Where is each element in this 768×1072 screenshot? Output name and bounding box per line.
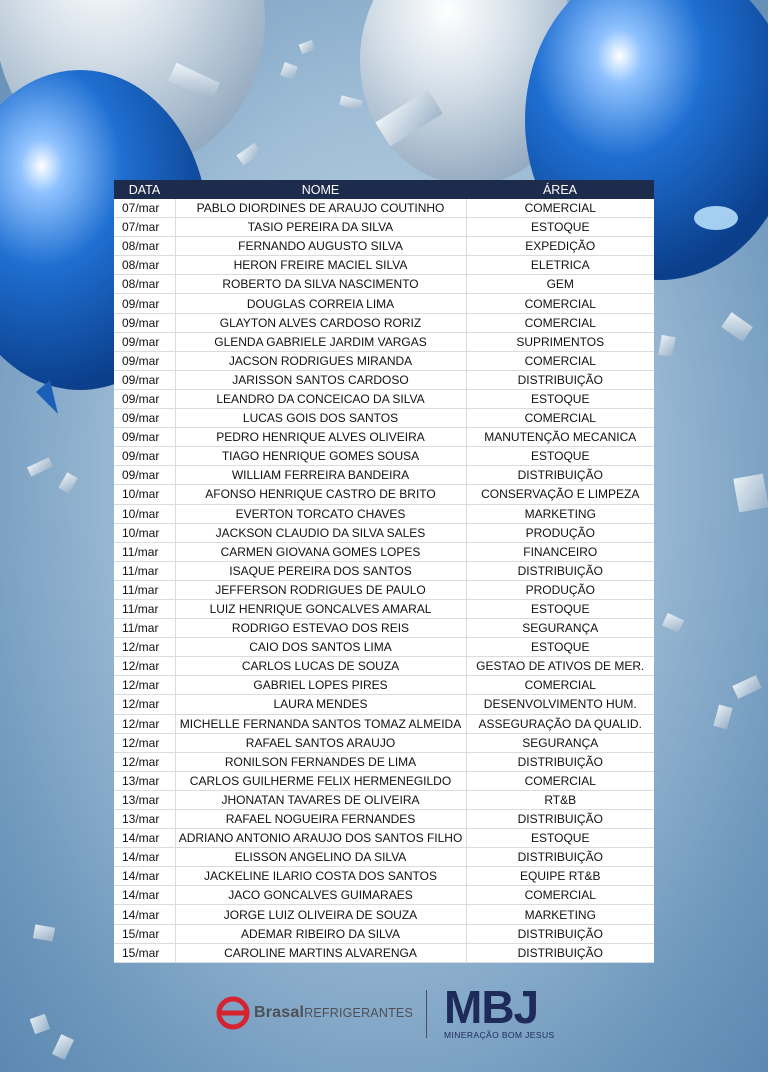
cell-date: 07/mar bbox=[114, 218, 175, 237]
cell-date: 09/mar bbox=[114, 466, 175, 485]
table-row bbox=[114, 370, 654, 389]
cell-date: 13/mar bbox=[114, 790, 175, 809]
cell-area: PRODUÇÃO bbox=[466, 523, 654, 542]
cell-area: COMERCIAL bbox=[466, 294, 654, 313]
cell-area: COMERCIAL bbox=[466, 886, 654, 905]
cell-area: COMERCIAL bbox=[466, 676, 654, 695]
cell-name: TIAGO HENRIQUE GOMES SOUSA bbox=[175, 447, 466, 466]
cell-date: 09/mar bbox=[114, 428, 175, 447]
mbj-wordmark: MBJ bbox=[444, 981, 539, 1033]
table-row bbox=[114, 504, 654, 523]
brasal-logo-mark-icon bbox=[216, 996, 250, 1030]
cell-date: 08/mar bbox=[114, 275, 175, 294]
cell-date: 09/mar bbox=[114, 409, 175, 428]
table-row bbox=[114, 599, 654, 618]
table-row bbox=[114, 886, 654, 905]
cell-name: JACKSON CLAUDIO DA SILVA SALES bbox=[175, 523, 466, 542]
cell-date: 11/mar bbox=[114, 580, 175, 599]
cell-date: 11/mar bbox=[114, 599, 175, 618]
cell-date: 08/mar bbox=[114, 237, 175, 256]
table-row bbox=[114, 256, 654, 275]
table-row bbox=[114, 676, 654, 695]
cell-name: LUIZ HENRIQUE GONCALVES AMARAL bbox=[175, 599, 466, 618]
cell-area: COMERCIAL bbox=[466, 313, 654, 332]
cell-date: 15/mar bbox=[114, 924, 175, 943]
cell-date: 08/mar bbox=[114, 256, 175, 275]
cell-date: 12/mar bbox=[114, 657, 175, 676]
cell-area: GEM bbox=[466, 275, 654, 294]
cell-date: 12/mar bbox=[114, 752, 175, 771]
birthday-table bbox=[114, 180, 654, 963]
mbj-logo bbox=[444, 982, 555, 1040]
table-row bbox=[114, 867, 654, 886]
cell-area: DISTRIBUIÇÃO bbox=[466, 466, 654, 485]
cell-name: CAROLINE MARTINS ALVARENGA bbox=[175, 943, 466, 962]
table-row bbox=[114, 428, 654, 447]
cell-name: ROBERTO DA SILVA NASCIMENTO bbox=[175, 275, 466, 294]
cell-date: 14/mar bbox=[114, 905, 175, 924]
table-row bbox=[114, 733, 654, 752]
cell-area: ASSEGURAÇÃO DA QUALID. bbox=[466, 714, 654, 733]
table-row bbox=[114, 542, 654, 561]
brasal-wordmark-bold: Brasal bbox=[254, 1004, 305, 1021]
cell-area: CONSERVAÇÃO E LIMPEZA bbox=[466, 485, 654, 504]
cell-name: DOUGLAS CORREIA LIMA bbox=[175, 294, 466, 313]
cell-name: GLENDA GABRIELE JARDIM VARGAS bbox=[175, 332, 466, 351]
table-row bbox=[114, 771, 654, 790]
cell-area: ESTOQUE bbox=[466, 389, 654, 408]
table-row bbox=[114, 810, 654, 829]
cell-date: 13/mar bbox=[114, 771, 175, 790]
table-row bbox=[114, 485, 654, 504]
cell-area: SEGURANÇA bbox=[466, 619, 654, 638]
cell-name: LEANDRO DA CONCEICAO DA SILVA bbox=[175, 389, 466, 408]
header-date: DATA bbox=[114, 180, 175, 199]
cell-name: JACSON RODRIGUES MIRANDA bbox=[175, 351, 466, 370]
cell-date: 09/mar bbox=[114, 294, 175, 313]
cell-date: 14/mar bbox=[114, 886, 175, 905]
cell-date: 11/mar bbox=[114, 542, 175, 561]
cell-name: CARLOS GUILHERME FELIX HERMENEGILDO bbox=[175, 771, 466, 790]
cell-area: ESTOQUE bbox=[466, 829, 654, 848]
table-row bbox=[114, 218, 654, 237]
cell-area: DISTRIBUIÇÃO bbox=[466, 848, 654, 867]
cell-area: DISTRIBUIÇÃO bbox=[466, 810, 654, 829]
cell-area: COMERCIAL bbox=[466, 199, 654, 218]
logo-divider bbox=[426, 990, 427, 1038]
table-row bbox=[114, 619, 654, 638]
cell-name: PEDRO HENRIQUE ALVES OLIVEIRA bbox=[175, 428, 466, 447]
cell-name: ADRIANO ANTONIO ARAUJO DOS SANTOS FILHO bbox=[175, 829, 466, 848]
cell-date: 09/mar bbox=[114, 332, 175, 351]
brasal-logo bbox=[216, 996, 413, 1030]
cell-name: TASIO PEREIRA DA SILVA bbox=[175, 218, 466, 237]
cell-name: CAIO DOS SANTOS LIMA bbox=[175, 638, 466, 657]
cell-name: FERNANDO AUGUSTO SILVA bbox=[175, 237, 466, 256]
header-area: ÁREA bbox=[466, 180, 654, 199]
table-row bbox=[114, 561, 654, 580]
cell-name: LUCAS GOIS DOS SANTOS bbox=[175, 409, 466, 428]
cell-area: SUPRIMENTOS bbox=[466, 332, 654, 351]
cell-date: 14/mar bbox=[114, 848, 175, 867]
cell-area: DISTRIBUIÇÃO bbox=[466, 924, 654, 943]
cell-name: EVERTON TORCATO CHAVES bbox=[175, 504, 466, 523]
cell-name: PABLO DIORDINES DE ARAUJO COUTINHO bbox=[175, 199, 466, 218]
cell-area: SEGURANÇA bbox=[466, 733, 654, 752]
table-row bbox=[114, 790, 654, 809]
cell-name: ELISSON ANGELINO DA SILVA bbox=[175, 848, 466, 867]
table-row bbox=[114, 714, 654, 733]
cell-area: ESTOQUE bbox=[466, 599, 654, 618]
table-row bbox=[114, 275, 654, 294]
cell-date: 13/mar bbox=[114, 810, 175, 829]
table-row bbox=[114, 237, 654, 256]
cell-name: LAURA MENDES bbox=[175, 695, 466, 714]
cell-area: RT&B bbox=[466, 790, 654, 809]
cell-date: 12/mar bbox=[114, 733, 175, 752]
cell-name: HERON FREIRE MACIEL SILVA bbox=[175, 256, 466, 275]
cell-name: AFONSO HENRIQUE CASTRO DE BRITO bbox=[175, 485, 466, 504]
cell-area: DISTRIBUIÇÃO bbox=[466, 752, 654, 771]
cell-name: JACKELINE ILARIO COSTA DOS SANTOS bbox=[175, 867, 466, 886]
table-row bbox=[114, 848, 654, 867]
cell-date: 10/mar bbox=[114, 504, 175, 523]
cell-area: ESTOQUE bbox=[466, 218, 654, 237]
cell-area: MARKETING bbox=[466, 905, 654, 924]
cell-date: 12/mar bbox=[114, 695, 175, 714]
table-row bbox=[114, 523, 654, 542]
table-row bbox=[114, 580, 654, 599]
table-row bbox=[114, 466, 654, 485]
table-row bbox=[114, 924, 654, 943]
cell-area: EQUIPE RT&B bbox=[466, 867, 654, 886]
table-row bbox=[114, 351, 654, 370]
cell-name: RODRIGO ESTEVAO DOS REIS bbox=[175, 619, 466, 638]
table-row bbox=[114, 199, 654, 218]
table-row bbox=[114, 447, 654, 466]
cell-name: JORGE LUIZ OLIVEIRA DE SOUZA bbox=[175, 905, 466, 924]
cell-date: 09/mar bbox=[114, 370, 175, 389]
cell-date: 07/mar bbox=[114, 199, 175, 218]
cell-name: JEFFERSON RODRIGUES DE PAULO bbox=[175, 580, 466, 599]
cell-name: ISAQUE PEREIRA DOS SANTOS bbox=[175, 561, 466, 580]
cell-name: JHONATAN TAVARES DE OLIVEIRA bbox=[175, 790, 466, 809]
cell-name: ADEMAR RIBEIRO DA SILVA bbox=[175, 924, 466, 943]
cell-area: EXPEDIÇÃO bbox=[466, 237, 654, 256]
cell-area: COMERCIAL bbox=[466, 409, 654, 428]
cell-area: DISTRIBUIÇÃO bbox=[466, 370, 654, 389]
table-row bbox=[114, 829, 654, 848]
cell-date: 09/mar bbox=[114, 351, 175, 370]
table-row bbox=[114, 752, 654, 771]
cell-area: ESTOQUE bbox=[466, 447, 654, 466]
cell-name: CARMEN GIOVANA GOMES LOPES bbox=[175, 542, 466, 561]
table-row bbox=[114, 943, 654, 962]
cell-area: COMERCIAL bbox=[466, 351, 654, 370]
cell-area: MARKETING bbox=[466, 504, 654, 523]
table-body bbox=[114, 199, 654, 962]
cell-date: 12/mar bbox=[114, 638, 175, 657]
cell-date: 10/mar bbox=[114, 523, 175, 542]
table-row bbox=[114, 905, 654, 924]
cell-date: 09/mar bbox=[114, 389, 175, 408]
table-row bbox=[114, 313, 654, 332]
cell-name: RONILSON FERNANDES DE LIMA bbox=[175, 752, 466, 771]
cell-name: GLAYTON ALVES CARDOSO RORIZ bbox=[175, 313, 466, 332]
table-row bbox=[114, 409, 654, 428]
cell-name: RAFAEL SANTOS ARAUJO bbox=[175, 733, 466, 752]
table-row bbox=[114, 638, 654, 657]
cell-area: PRODUÇÃO bbox=[466, 580, 654, 599]
cell-area: COMERCIAL bbox=[466, 771, 654, 790]
cell-name: RAFAEL NOGUEIRA FERNANDES bbox=[175, 810, 466, 829]
brasal-wordmark bbox=[254, 1004, 413, 1022]
cell-name: CARLOS LUCAS DE SOUZA bbox=[175, 657, 466, 676]
cell-area: MANUTENÇÃO MECANICA bbox=[466, 428, 654, 447]
cell-area: ELETRICA bbox=[466, 256, 654, 275]
cell-name: JACO GONCALVES GUIMARAES bbox=[175, 886, 466, 905]
cell-area: GESTAO DE ATIVOS DE MER. bbox=[466, 657, 654, 676]
header-name: NOME bbox=[175, 180, 466, 199]
cell-date: 11/mar bbox=[114, 561, 175, 580]
cell-area: DISTRIBUIÇÃO bbox=[466, 561, 654, 580]
cell-name: JARISSON SANTOS CARDOSO bbox=[175, 370, 466, 389]
cell-name: WILLIAM FERREIRA BANDEIRA bbox=[175, 466, 466, 485]
cell-area: DESENVOLVIMENTO HUM. bbox=[466, 695, 654, 714]
cell-date: 12/mar bbox=[114, 714, 175, 733]
cell-date: 14/mar bbox=[114, 867, 175, 886]
cell-date: 10/mar bbox=[114, 485, 175, 504]
cell-area: DISTRIBUIÇÃO bbox=[466, 943, 654, 962]
cell-date: 15/mar bbox=[114, 943, 175, 962]
cell-date: 09/mar bbox=[114, 313, 175, 332]
table-row bbox=[114, 332, 654, 351]
table-header-row bbox=[114, 180, 654, 199]
cell-date: 12/mar bbox=[114, 676, 175, 695]
brasal-wordmark-rest: REFRIGERANTES bbox=[304, 1006, 413, 1020]
table-row bbox=[114, 389, 654, 408]
table-row bbox=[114, 657, 654, 676]
cell-date: 14/mar bbox=[114, 829, 175, 848]
table-row bbox=[114, 294, 654, 313]
table-row bbox=[114, 695, 654, 714]
mbj-subtitle: MINERAÇÃO BOM JESUS bbox=[444, 1030, 555, 1040]
cell-date: 09/mar bbox=[114, 447, 175, 466]
cell-date: 11/mar bbox=[114, 619, 175, 638]
cell-area: FINANCEIRO bbox=[466, 542, 654, 561]
cell-area: ESTOQUE bbox=[466, 638, 654, 657]
cell-name: GABRIEL LOPES PIRES bbox=[175, 676, 466, 695]
birthday-table-container bbox=[114, 180, 654, 963]
cell-name: MICHELLE FERNANDA SANTOS TOMAZ ALMEIDA bbox=[175, 714, 466, 733]
